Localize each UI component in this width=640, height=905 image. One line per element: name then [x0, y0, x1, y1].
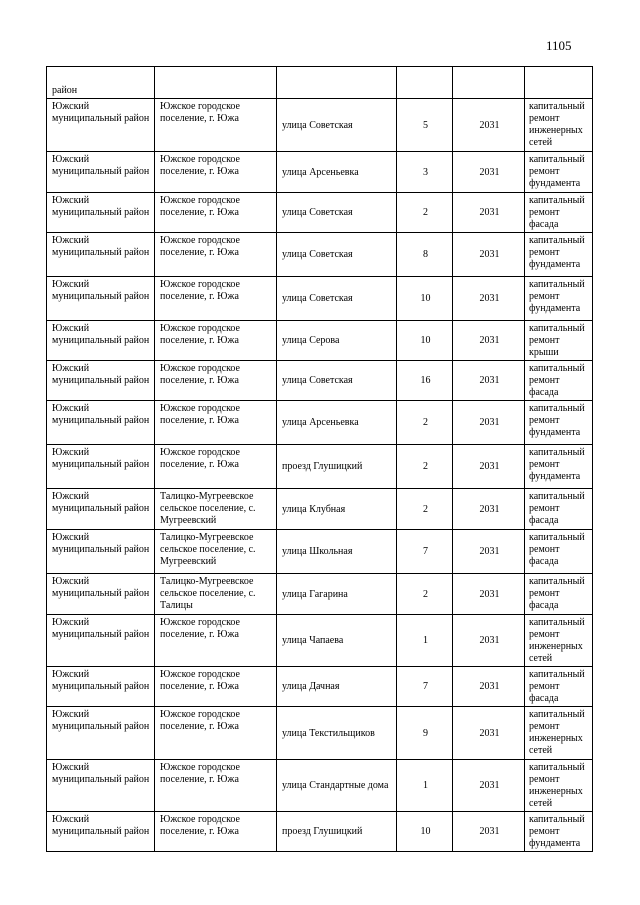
district-text: Южский муниципальный район [52, 323, 150, 346]
cell-year [453, 812, 525, 852]
table-row [47, 99, 593, 152]
house-text: 2 [423, 503, 428, 515]
cell-house [397, 193, 453, 233]
year-text: 2031 [479, 417, 500, 428]
cell-work [525, 277, 593, 321]
table-row [47, 574, 593, 615]
cell-street [277, 574, 397, 615]
cell-work [525, 530, 593, 574]
district-text: Южский муниципальный район [52, 762, 150, 785]
cell-district [47, 667, 155, 707]
district-text: Южский муниципальный район [52, 154, 150, 177]
cell-settlement [155, 667, 277, 707]
cell-street [277, 321, 397, 361]
cell-district [47, 530, 155, 574]
housing-repair-table [46, 66, 593, 852]
work-text: капитальный ремонт фасада [529, 195, 585, 230]
cell-house [397, 233, 453, 277]
house-text: 2 [423, 417, 428, 428]
district-text: Южский муниципальный район [52, 235, 150, 258]
cell-work [525, 812, 593, 852]
cell-district [47, 321, 155, 361]
year-text: 2031 [479, 546, 500, 557]
cell-district [47, 707, 155, 760]
cell-work [525, 321, 593, 361]
table-row-continued [47, 67, 593, 99]
house-text: 8 [423, 249, 428, 260]
work-text: капитальный ремонт крыши [529, 323, 585, 358]
cell-settlement [155, 401, 277, 445]
cell-year [453, 530, 525, 574]
cell-district [47, 277, 155, 321]
settlement-text: Южское городское поселение, г. Южа [160, 709, 240, 732]
district-text: район [52, 85, 78, 96]
cell-house [397, 445, 453, 489]
cell-district [47, 233, 155, 277]
settlement-text: Южское городское поселение, г. Южа [160, 814, 240, 837]
street-text: улица Чапаева [282, 635, 344, 646]
street-text: улица Стандартные дома [282, 780, 389, 791]
cell-year [453, 445, 525, 489]
work-text: капитальный ремонт фасада [529, 576, 585, 611]
cell-work [525, 615, 593, 667]
house-text: 7 [423, 681, 428, 692]
street-text: улица Советская [282, 119, 353, 131]
settlement-text: Южское городское поселение, г. Южа [160, 669, 240, 692]
cell-house [397, 667, 453, 707]
house-text: 10 [420, 293, 431, 304]
cell-work [525, 489, 593, 530]
house-text: 2 [423, 588, 428, 600]
cell-settlement [155, 233, 277, 277]
table-row [47, 760, 593, 812]
work-text: капитальный ремонт фасада [529, 532, 585, 567]
street-text: улица Советская [282, 293, 353, 304]
cell-year [453, 489, 525, 530]
cell-street [277, 707, 397, 760]
cell-settlement [155, 445, 277, 489]
cell-street [277, 530, 397, 574]
year-text: 2031 [479, 249, 500, 260]
cell-work [525, 667, 593, 707]
cell-district [47, 445, 155, 489]
house-text: 2 [423, 207, 428, 218]
cell-street [277, 615, 397, 667]
cell-settlement [155, 277, 277, 321]
street-text: улица Текстильщиков [282, 727, 375, 739]
year-text: 2031 [479, 335, 500, 346]
cell-work [525, 401, 593, 445]
district-text: Южский муниципальный район [52, 195, 150, 218]
cell-work [525, 760, 593, 812]
cell-street [277, 489, 397, 530]
cell-work [525, 445, 593, 489]
district-text: Южский муниципальный район [52, 709, 150, 732]
cell-settlement [155, 67, 277, 99]
cell-work [525, 99, 593, 152]
cell-district [47, 152, 155, 193]
district-text: Южский муниципальный район [52, 279, 150, 302]
cell-settlement [155, 615, 277, 667]
cell-house [397, 152, 453, 193]
street-text: улица Школьная [282, 546, 353, 557]
cell-work [525, 574, 593, 615]
street-text: улица Арсеньевка [282, 166, 359, 178]
work-text: капитальный ремонт фасада [529, 669, 585, 704]
cell-street [277, 812, 397, 852]
cell-year [453, 760, 525, 812]
cell-year [453, 99, 525, 152]
cell-house [397, 760, 453, 812]
cell-work [525, 152, 593, 193]
year-text: 2031 [479, 119, 500, 131]
district-text: Южский муниципальный район [52, 617, 150, 640]
year-text: 2031 [479, 727, 500, 739]
cell-street [277, 193, 397, 233]
cell-district [47, 615, 155, 667]
house-text: 2 [423, 461, 428, 472]
table-row [47, 152, 593, 193]
table-row [47, 667, 593, 707]
house-text: 10 [420, 335, 431, 346]
street-text: улица Советская [282, 375, 353, 386]
cell-year [453, 707, 525, 760]
cell-district [47, 401, 155, 445]
year-text: 2031 [479, 207, 500, 218]
street-text: улица Арсеньевка [282, 417, 359, 428]
cell-house [397, 530, 453, 574]
cell-district [47, 67, 155, 99]
street-text: улица Серова [282, 335, 340, 346]
cell-house [397, 615, 453, 667]
district-text: Южский муниципальный район [52, 576, 150, 599]
year-text: 2031 [479, 166, 500, 178]
district-text: Южский муниципальный район [52, 669, 150, 692]
cell-year [453, 152, 525, 193]
cell-work [525, 361, 593, 401]
cell-street [277, 401, 397, 445]
cell-year [453, 277, 525, 321]
work-text: капитальный ремонт фундамента [529, 154, 585, 189]
cell-year [453, 401, 525, 445]
settlement-text: Южское городское поселение, г. Южа [160, 323, 240, 346]
cell-work [525, 193, 593, 233]
cell-street [277, 361, 397, 401]
table-row [47, 707, 593, 760]
street-text: улица Гагарина [282, 588, 348, 600]
cell-house [397, 321, 453, 361]
district-text: Южский муниципальный район [52, 491, 150, 514]
street-text: улица Дачная [282, 681, 340, 692]
year-text: 2031 [479, 588, 500, 600]
cell-street [277, 67, 397, 99]
cell-district [47, 361, 155, 401]
cell-street [277, 760, 397, 812]
work-text: капитальный ремонт фасада [529, 363, 585, 398]
year-text: 2031 [479, 681, 500, 692]
street-text: проезд Глушицкий [282, 461, 363, 472]
table-row [47, 321, 593, 361]
table-row [47, 277, 593, 321]
street-text: улица Советская [282, 249, 353, 260]
street-text: улица Советская [282, 207, 353, 218]
settlement-text: Южское городское поселение, г. Южа [160, 235, 240, 258]
work-text: капитальный ремонт инженерных сетей [529, 617, 585, 664]
table-row [47, 445, 593, 489]
cell-settlement [155, 760, 277, 812]
house-text: 1 [423, 635, 428, 646]
cell-year [453, 667, 525, 707]
table-row [47, 233, 593, 277]
settlement-text: Южское городское поселение, г. Южа [160, 195, 240, 218]
settlement-text: Талицко-Мугреевское сельское поселение, с. Талицы [160, 576, 256, 611]
year-text: 2031 [479, 503, 500, 515]
street-text: улица Клубная [282, 503, 346, 515]
year-text: 2031 [479, 635, 500, 646]
cell-year [453, 193, 525, 233]
cell-street [277, 233, 397, 277]
district-text: Южский муниципальный район [52, 814, 150, 837]
work-text: капитальный ремонт фасада [529, 491, 585, 526]
house-text: 7 [423, 546, 428, 557]
cell-street [277, 277, 397, 321]
house-text: 1 [423, 780, 428, 791]
cell-settlement [155, 574, 277, 615]
cell-year [453, 67, 525, 99]
table-row [47, 812, 593, 852]
district-text: Южский муниципальный район [52, 403, 150, 426]
settlement-text: Талицко-Мугреевское сельское поселение, с. Мугреевский [160, 491, 256, 526]
cell-settlement [155, 707, 277, 760]
house-text: 9 [423, 727, 428, 739]
cell-street [277, 445, 397, 489]
district-text: Южский муниципальный район [52, 363, 150, 386]
district-text: Южский муниципальный район [52, 101, 150, 124]
cell-house [397, 489, 453, 530]
cell-settlement [155, 99, 277, 152]
work-text: капитальный ремонт фундамента [529, 447, 585, 482]
district-text: Южский муниципальный район [52, 532, 150, 555]
cell-house [397, 401, 453, 445]
cell-year [453, 321, 525, 361]
cell-settlement [155, 812, 277, 852]
year-text: 2031 [479, 375, 500, 386]
cell-work [525, 67, 593, 99]
cell-house [397, 361, 453, 401]
settlement-text: Южское городское поселение, г. Южа [160, 447, 240, 470]
work-text: капитальный ремонт фундамента [529, 814, 585, 849]
settlement-text: Южское городское поселение, г. Южа [160, 101, 240, 124]
year-text: 2031 [479, 293, 500, 304]
year-text: 2031 [479, 780, 500, 791]
work-text: капитальный ремонт фундамента [529, 403, 585, 438]
house-text: 16 [420, 375, 431, 386]
cell-year [453, 361, 525, 401]
cell-work [525, 707, 593, 760]
page-number: 1105 [546, 38, 572, 53]
settlement-text: Южское городское поселение, г. Южа [160, 403, 240, 426]
work-text: капитальный ремонт фундамента [529, 235, 585, 270]
table-row [47, 615, 593, 667]
table-row [47, 489, 593, 530]
year-text: 2031 [479, 826, 500, 837]
house-text: 10 [420, 826, 431, 837]
settlement-text: Южское городское поселение, г. Южа [160, 762, 240, 785]
cell-settlement [155, 489, 277, 530]
cell-settlement [155, 193, 277, 233]
table-row [47, 401, 593, 445]
cell-settlement [155, 321, 277, 361]
district-text: Южский муниципальный район [52, 447, 150, 470]
table-row [47, 530, 593, 574]
settlement-text: Талицко-Мугреевское сельское поселение, с. Мугреевский [160, 532, 256, 567]
cell-street [277, 99, 397, 152]
cell-year [453, 615, 525, 667]
house-text: 3 [423, 166, 428, 178]
cell-house [397, 707, 453, 760]
cell-settlement [155, 361, 277, 401]
cell-district [47, 489, 155, 530]
cell-house [397, 67, 453, 99]
street-text: проезд Глушицкий [282, 826, 363, 837]
cell-settlement [155, 152, 277, 193]
cell-house [397, 277, 453, 321]
cell-house [397, 574, 453, 615]
house-text: 5 [423, 119, 428, 131]
cell-district [47, 812, 155, 852]
cell-district [47, 193, 155, 233]
table-row [47, 361, 593, 401]
cell-street [277, 667, 397, 707]
settlement-text: Южское городское поселение, г. Южа [160, 617, 240, 640]
work-text: капитальный ремонт фундамента [529, 279, 585, 314]
settlement-text: Южское городское поселение, г. Южа [160, 363, 240, 386]
settlement-text: Южское городское поселение, г. Южа [160, 279, 240, 302]
cell-work [525, 233, 593, 277]
cell-district [47, 574, 155, 615]
table-row [47, 193, 593, 233]
cell-house [397, 99, 453, 152]
settlement-text: Южское городское поселение, г. Южа [160, 154, 240, 177]
cell-settlement [155, 530, 277, 574]
work-text: капитальный ремонт инженерных сетей [529, 101, 585, 148]
cell-district [47, 99, 155, 152]
cell-year [453, 574, 525, 615]
cell-district [47, 760, 155, 812]
work-text: капитальный ремонт инженерных сетей [529, 762, 585, 809]
cell-year [453, 233, 525, 277]
cell-house [397, 812, 453, 852]
year-text: 2031 [479, 461, 500, 472]
cell-street [277, 152, 397, 193]
work-text: капитальный ремонт инженерных сетей [529, 709, 585, 756]
